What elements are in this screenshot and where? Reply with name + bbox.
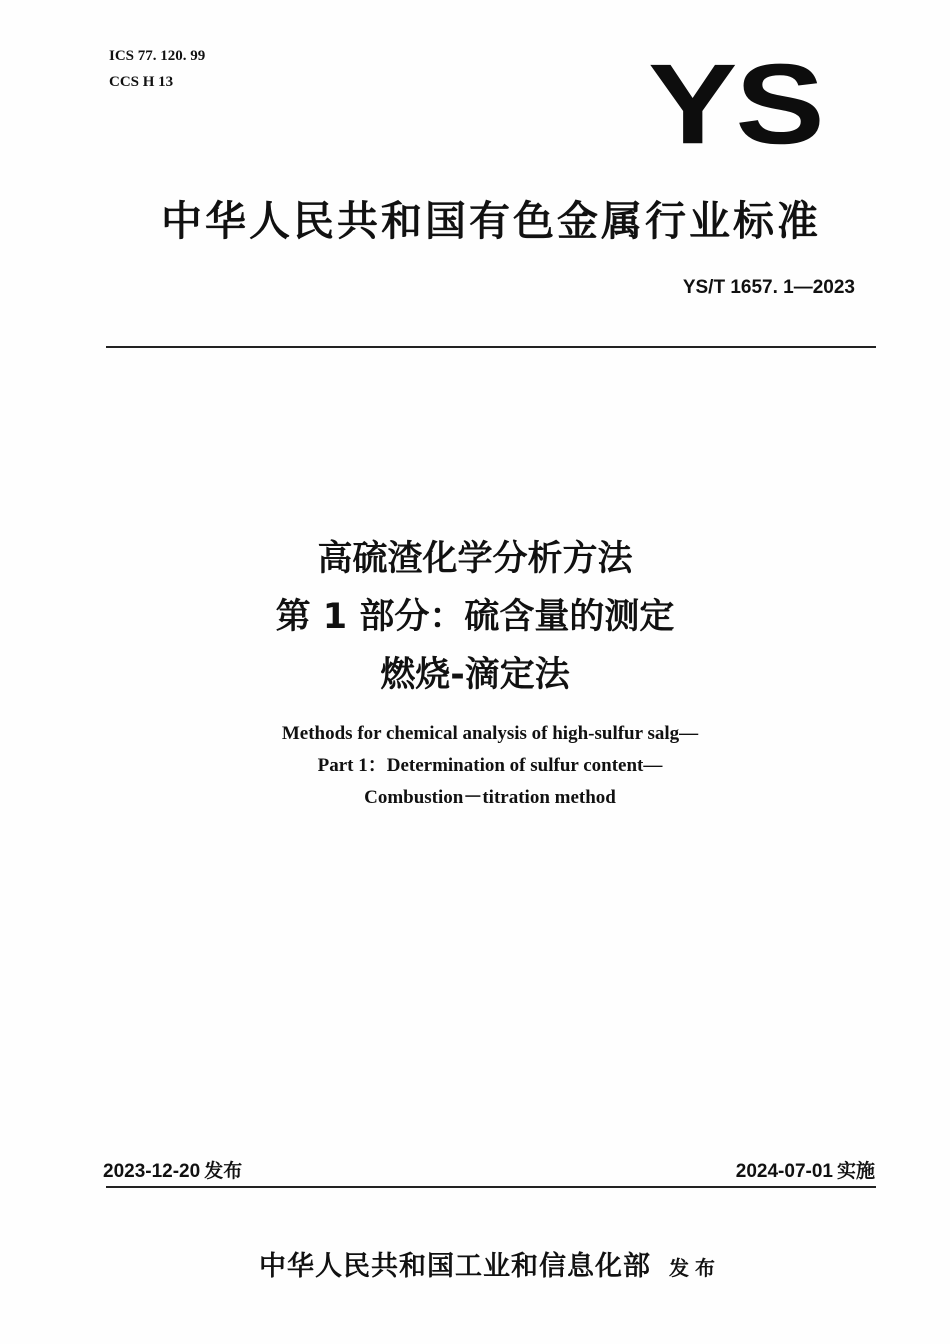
implement-date: 2024-07-01 <box>735 1161 833 1182</box>
publisher-action: 发布 <box>669 1256 721 1280</box>
industry-standard-title: 中华人民共和国有色金属行业标准 <box>161 197 821 245</box>
chinese-title-line-3: 燃烧-滴定法 <box>380 655 570 695</box>
implement-label: 实施 <box>836 1160 875 1182</box>
chinese-title-line-1: 高硫渣化学分析方法 <box>317 539 633 579</box>
bottom-divider <box>106 1186 876 1188</box>
publisher-line <box>0 1244 950 1283</box>
english-title <box>0 718 950 814</box>
standard-number: YS/T 1657. 1—2023 <box>682 277 855 298</box>
ccs-code: CCS H 13 <box>109 74 174 90</box>
chinese-title-line-2: 第 1 部分：硫含量的测定 <box>275 597 675 637</box>
classification-codes <box>109 43 205 95</box>
issue-date: 2023-12-20 <box>103 1161 201 1182</box>
publisher-name: 中华人民共和国工业和信息化部 <box>259 1251 651 1282</box>
english-title-line-3: Combustion－titration method <box>364 787 616 808</box>
issue-label: 发布 <box>204 1160 243 1182</box>
implement-date-block <box>736 1156 875 1183</box>
english-title-line-2: Part 1：Determination of sulfur content— <box>317 755 663 776</box>
chinese-title <box>0 530 950 704</box>
date-row <box>103 1156 875 1186</box>
ys-logo: YS <box>648 41 823 168</box>
english-title-line-1: Methods for chemical analysis of high-sulfur salg— <box>281 723 699 744</box>
ics-code: ICS 77. 120. 99 <box>109 48 206 64</box>
issue-date-block <box>103 1156 242 1183</box>
top-divider <box>106 346 876 348</box>
